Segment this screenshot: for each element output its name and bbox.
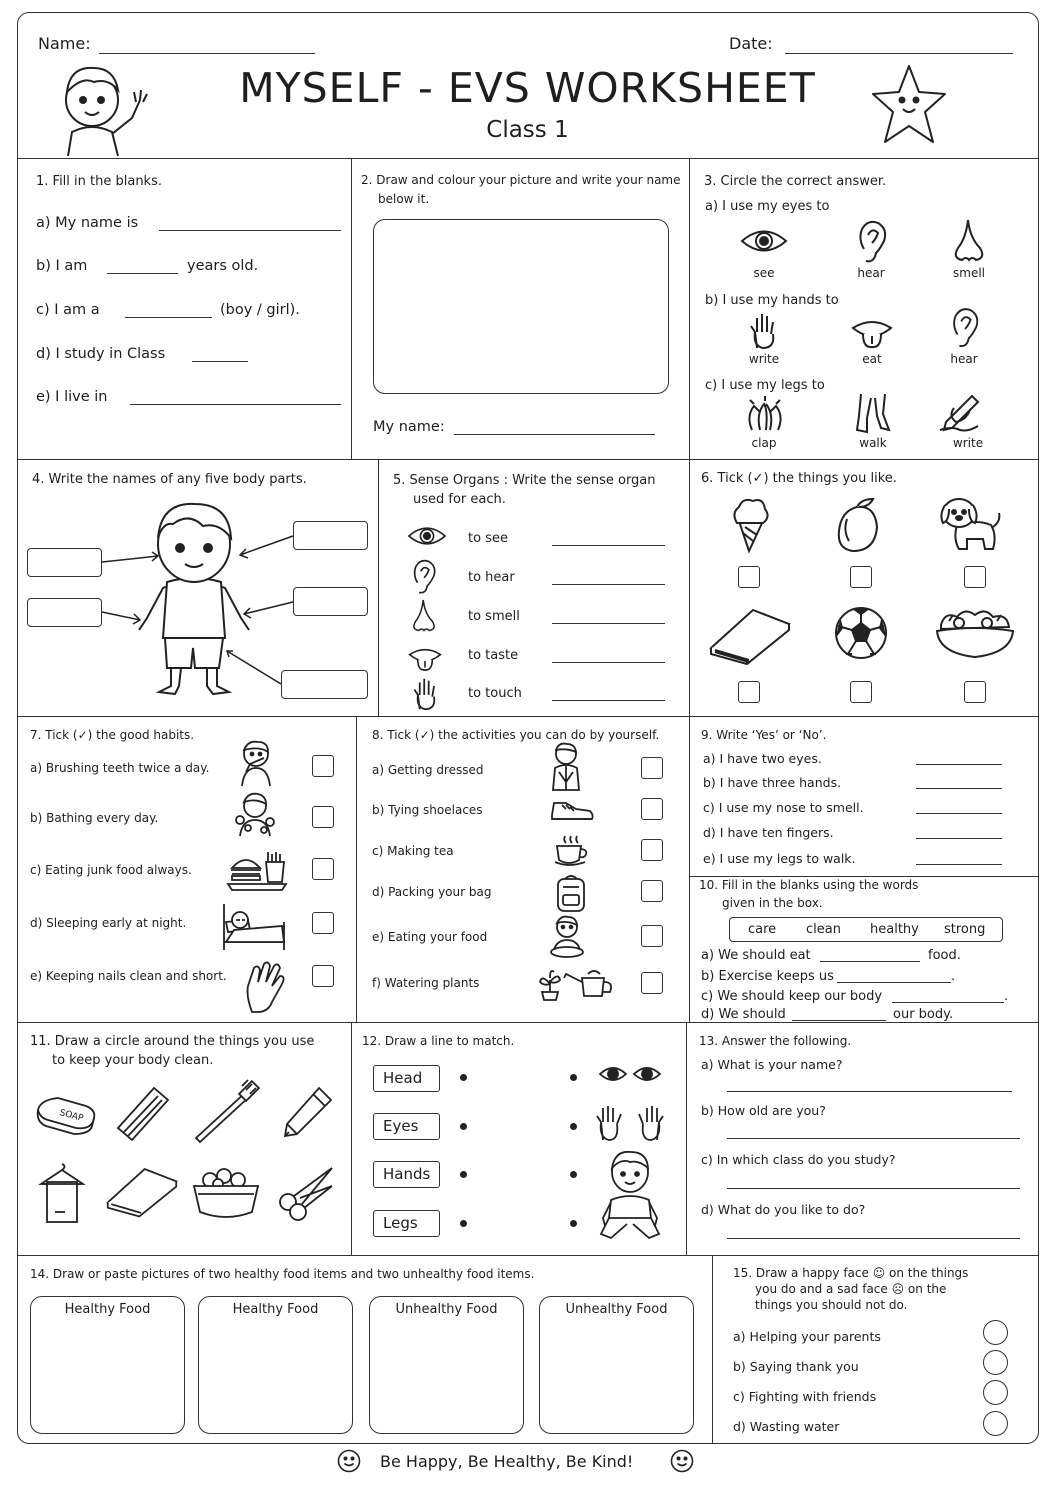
q9-row-d: d) I have ten fingers. (703, 825, 834, 840)
q10-word-care: care (748, 922, 777, 937)
q9-row-a: a) I have two eyes. (703, 751, 822, 766)
q10-d-post: our body. (893, 1007, 954, 1022)
q13-row-c: c) In which class do you study? (701, 1152, 896, 1167)
boy-sitting-icon (597, 1148, 663, 1240)
brushing-teeth-icon (236, 738, 274, 788)
q12-label-hands: Hands (373, 1161, 440, 1188)
dressing-icon (549, 742, 583, 792)
pencil-icon[interactable] (283, 1084, 335, 1138)
page-subtitle: Class 1 (486, 117, 569, 143)
q10-c-pre: c) We should keep our body (701, 989, 883, 1004)
q8-row-c: c) Making tea (372, 844, 454, 858)
q10-b-blank[interactable] (837, 982, 951, 983)
nose-icon[interactable] (952, 218, 986, 264)
q7-title: 7. Tick (✓) the good habits. (30, 728, 195, 742)
q5-blank-1[interactable] (552, 545, 665, 546)
q5-blank-3[interactable] (552, 623, 665, 624)
q9-blank-c[interactable] (916, 813, 1002, 814)
q9-row-e: e) I use my legs to walk. (703, 851, 856, 866)
washbasin-icon[interactable] (192, 1168, 260, 1222)
q15-title-2: you do and a sad face ☹ on the (755, 1282, 947, 1296)
tongue-icon (408, 643, 442, 671)
q8-row-a: a) Getting dressed (372, 763, 484, 777)
q7-checkbox-d[interactable] (312, 912, 334, 934)
q10-d-pre: d) We should (701, 1007, 786, 1022)
q10-word-strong: strong (944, 922, 986, 937)
school-bag-icon (555, 873, 587, 913)
divider (17, 1022, 1039, 1023)
q1-c: c) I am a (36, 302, 100, 318)
soap-text: SOAP (58, 1108, 85, 1124)
q10-c-blank[interactable] (892, 1002, 1004, 1003)
divider (351, 158, 352, 459)
q3-b-eat[interactable]: eat (862, 352, 882, 366)
ear-icon[interactable] (856, 219, 888, 265)
q12-label-head: Head (373, 1065, 440, 1092)
mango-icon[interactable] (833, 497, 881, 553)
eyes-pair-icon (598, 1062, 662, 1086)
page-title: MYSELF - EVS WORKSHEET (239, 64, 816, 112)
q7-row-b: b) Bathing every day. (30, 811, 159, 825)
q15-face-circle-a[interactable] (983, 1320, 1008, 1345)
q10-c-post: . (1004, 989, 1009, 1004)
q14-box-label-3: Unhealthy Food (395, 1302, 498, 1317)
q5-blank-5[interactable] (552, 700, 665, 701)
q1-title: 1. Fill in the blanks. (36, 174, 162, 189)
q4-label-box-1[interactable] (27, 548, 102, 577)
q15-row-d: d) Wasting water (733, 1419, 840, 1434)
q10-d-blank[interactable] (792, 1020, 886, 1021)
smiley-icon (670, 1449, 694, 1473)
divider (17, 459, 1039, 460)
bathing-icon (234, 790, 276, 838)
tea-cup-icon (553, 834, 589, 866)
q5-row-4: to taste (468, 648, 519, 663)
q8-checkbox-d[interactable] (641, 880, 663, 902)
q1-a-blank[interactable] (159, 230, 341, 231)
q4-label-box-2[interactable] (27, 598, 102, 627)
q8-row-b: b) Tying shoelaces (372, 803, 483, 817)
junk-food-icon (226, 850, 288, 890)
q12-left-dot-4[interactable] (460, 1220, 467, 1227)
hand-icon[interactable] (749, 312, 779, 350)
q12-left-dot-2[interactable] (460, 1123, 467, 1130)
q8-checkbox-b[interactable] (641, 798, 663, 820)
q7-checkbox-c[interactable] (312, 858, 334, 880)
divider (356, 716, 357, 1022)
q8-row-e: e) Eating your food (372, 930, 488, 944)
divider (17, 158, 1039, 159)
q9-blank-d[interactable] (916, 838, 1002, 839)
q5-blank-4[interactable] (552, 662, 665, 663)
legs-icon[interactable] (855, 392, 891, 434)
q4-title: 4. Write the names of any five body parts. (32, 472, 307, 487)
smiley-icon (337, 1449, 361, 1473)
name-label: Name: (38, 34, 91, 53)
ear-icon[interactable] (950, 306, 980, 350)
q1-b-blank[interactable] (107, 273, 178, 274)
divider (689, 876, 1039, 877)
q11-title: 11. Draw a circle around the things you use (30, 1034, 315, 1049)
q13-row-d: d) What do you like to do? (701, 1202, 866, 1217)
name-line[interactable] (99, 53, 315, 54)
scissors-icon[interactable] (276, 1164, 334, 1222)
q2-title-2: below it. (378, 192, 430, 206)
q7-checkbox-e[interactable] (312, 965, 334, 987)
q8-title: 8. Tick (✓) the activities you can do by yourself. (372, 728, 660, 742)
q15-title-3: things you should not do. (755, 1298, 908, 1312)
q12-left-dot-1[interactable] (460, 1074, 467, 1081)
toothbrush-icon[interactable] (192, 1080, 262, 1144)
divider (17, 716, 1039, 717)
book-icon[interactable] (106, 1160, 178, 1222)
q3-title: 3. Circle the correct answer. (704, 174, 887, 189)
q1-c-post: (boy / girl). (220, 302, 300, 318)
q8-checkbox-c[interactable] (641, 839, 663, 861)
q5-title-2: used for each. (413, 492, 506, 507)
q15-face-circle-c[interactable] (983, 1380, 1008, 1405)
q5-title: 5. Sense Organs : Write the sense organ (393, 473, 656, 488)
q7-row-d: d) Sleeping early at night. (30, 916, 187, 930)
q13-answer-a[interactable] (727, 1091, 1012, 1092)
q12-right-dot-4[interactable] (570, 1220, 577, 1227)
football-icon[interactable] (834, 606, 888, 660)
q3-a: a) I use my eyes to (705, 199, 830, 214)
soap-icon[interactable] (34, 1092, 98, 1138)
q3-a-hear[interactable]: hear (857, 266, 885, 280)
q14-title: 14. Draw or paste pictures of two healthy food items and two unhealthy food items. (30, 1267, 535, 1281)
q3-a-smell[interactable]: smell (953, 266, 985, 280)
q6-checkbox-2[interactable] (850, 566, 872, 588)
q4-label-box-4[interactable] (293, 587, 368, 616)
q8-row-d: d) Packing your bag (372, 885, 492, 899)
q5-row-1: to see (468, 531, 508, 546)
q4-label-box-5[interactable] (281, 670, 368, 699)
puppy-icon[interactable] (937, 495, 1005, 553)
q3-c-clap[interactable]: clap (751, 436, 777, 450)
q8-checkbox-e[interactable] (641, 925, 663, 947)
q9-title: 9. Write ‘Yes’ or ‘No’. (701, 728, 827, 742)
q9-blank-b[interactable] (916, 788, 1002, 789)
q13-answer-d[interactable] (727, 1238, 1020, 1239)
q10-word-clean: clean (806, 922, 841, 937)
q13-answer-c[interactable] (727, 1188, 1020, 1189)
date-line[interactable] (785, 53, 1013, 54)
towel-icon[interactable] (37, 1162, 87, 1224)
q5-blank-2[interactable] (552, 584, 665, 585)
q10-b-post: . (951, 969, 956, 984)
q3-b: b) I use my hands to (705, 293, 839, 308)
q13-answer-b[interactable] (727, 1138, 1020, 1139)
eating-boy-icon (547, 914, 587, 960)
q10-a-pre: a) We should eat (701, 948, 811, 963)
pencil-writing-icon[interactable] (936, 392, 982, 432)
q3-c-write[interactable]: write (952, 436, 984, 450)
q7-row-c: c) Eating junk food always. (30, 863, 192, 877)
q12-label-legs: Legs (373, 1210, 440, 1237)
divider (686, 1022, 687, 1255)
q6-checkbox-1[interactable] (738, 566, 760, 588)
q3-b-hear[interactable]: hear (950, 352, 978, 366)
q6-checkbox-6[interactable] (964, 681, 986, 703)
q6-title: 6. Tick (✓) the things you like. (701, 471, 897, 486)
q1-c-blank[interactable] (125, 317, 212, 318)
divider (689, 459, 690, 716)
salad-icon[interactable] (935, 607, 1015, 663)
hand-icon (412, 677, 440, 711)
clapping-hands-icon[interactable] (744, 396, 786, 432)
q12-left-dot-3[interactable] (460, 1171, 467, 1178)
q10-b-pre: b) Exercise keeps us (701, 969, 834, 984)
divider (712, 1255, 713, 1444)
book-icon[interactable] (709, 606, 791, 664)
q10-word-healthy: healthy (870, 922, 919, 937)
q15-row-c: c) Fighting with friends (733, 1389, 877, 1404)
q4-label-box-3[interactable] (293, 521, 368, 550)
q3-b-write[interactable]: write (748, 352, 780, 366)
divider (378, 459, 379, 716)
q13-row-b: b) How old are you? (701, 1103, 826, 1118)
q13-row-a: a) What is your name? (701, 1057, 843, 1072)
eye-icon (406, 522, 448, 550)
q1-d: d) I study in Class (36, 346, 166, 362)
q13-title: 13. Answer the following. (699, 1034, 852, 1048)
q2-drawing-box[interactable] (373, 219, 669, 394)
divider (17, 1255, 1039, 1256)
q3-a-see[interactable]: see (753, 266, 775, 280)
q12-right-dot-3[interactable] (570, 1171, 577, 1178)
q5-row-3: to smell (468, 609, 520, 624)
q14-box-label-1: Healthy Food (64, 1302, 151, 1317)
q1-b-post: years old. (187, 258, 259, 274)
nails-hand-icon (244, 960, 286, 1014)
q12-right-dot-2[interactable] (570, 1123, 577, 1130)
q7-checkbox-a[interactable] (312, 755, 334, 777)
q9-row-c: c) I use my nose to smell. (703, 800, 864, 815)
q8-checkbox-a[interactable] (641, 757, 663, 779)
q12-right-dot-1[interactable] (570, 1074, 577, 1081)
q7-row-a: a) Brushing teeth twice a day. (30, 761, 210, 775)
q9-row-b: b) I have three hands. (703, 775, 842, 790)
q7-row-e: e) Keeping nails clean and short. (30, 969, 227, 983)
q3-c: c) I use my legs to (705, 378, 825, 393)
q1-a: a) My name is (36, 215, 139, 231)
q1-e-blank[interactable] (130, 404, 341, 405)
q15-title: 15. Draw a happy face ☺ on the things (733, 1266, 969, 1280)
q6-checkbox-5[interactable] (850, 681, 872, 703)
q14-box-label-4: Unhealthy Food (565, 1302, 668, 1317)
divider (351, 1022, 352, 1255)
star-face-icon (871, 62, 947, 150)
tongue-icon[interactable] (851, 314, 893, 348)
q2-title: 2. Draw and colour your picture and write your name (361, 173, 681, 187)
q9-blank-a[interactable] (916, 764, 1002, 765)
q1-d-blank[interactable] (192, 361, 248, 362)
q2-name-line[interactable] (454, 434, 655, 435)
q5-row-2: to hear (468, 570, 515, 585)
watering-plant-icon (536, 966, 616, 1002)
q10-a-post: food. (928, 948, 961, 963)
comb-icon[interactable] (114, 1084, 172, 1142)
q1-b: b) I am (36, 258, 88, 274)
boy-body-icon (133, 498, 255, 698)
q10-title-2: given in the box. (722, 896, 823, 910)
q15-row-a: a) Helping your parents (733, 1329, 881, 1344)
divider (689, 158, 690, 459)
q6-checkbox-4[interactable] (738, 681, 760, 703)
shoe-icon (550, 797, 594, 823)
boy-waving-icon (48, 56, 154, 160)
q10-a-blank[interactable] (820, 961, 920, 962)
q14-box-label-2: Healthy Food (232, 1302, 319, 1317)
q3-c-walk[interactable]: walk (859, 436, 887, 450)
q2-my-name: My name: (373, 419, 445, 435)
date-label: Date: (729, 34, 773, 53)
hands-pair-icon (597, 1104, 663, 1142)
q11-title-2: to keep your body clean. (52, 1053, 214, 1068)
eye-icon[interactable] (740, 224, 788, 258)
q1-e: e) I live in (36, 389, 108, 405)
q15-face-circle-b[interactable] (983, 1350, 1008, 1375)
q15-row-b: b) Saying thank you (733, 1359, 859, 1374)
q12-title: 12. Draw a line to match. (362, 1034, 515, 1048)
q10-title: 10. Fill in the blanks using the words (699, 878, 919, 892)
divider (689, 716, 690, 1022)
footer-text: Be Happy, Be Healthy, Be Kind! (380, 1452, 634, 1471)
q8-checkbox-f[interactable] (641, 972, 663, 994)
q5-row-5: to touch (468, 686, 522, 701)
q9-blank-e[interactable] (916, 864, 1002, 865)
nose-icon (411, 598, 437, 634)
q12-label-eyes: Eyes (373, 1113, 440, 1140)
sleeping-icon (220, 900, 288, 952)
q8-row-f: f) Watering plants (372, 976, 480, 990)
ear-icon (411, 558, 437, 596)
ice-cream-icon[interactable] (731, 497, 771, 553)
q7-checkbox-b[interactable] (312, 806, 334, 828)
q15-face-circle-d[interactable] (983, 1411, 1008, 1436)
q6-checkbox-3[interactable] (964, 566, 986, 588)
